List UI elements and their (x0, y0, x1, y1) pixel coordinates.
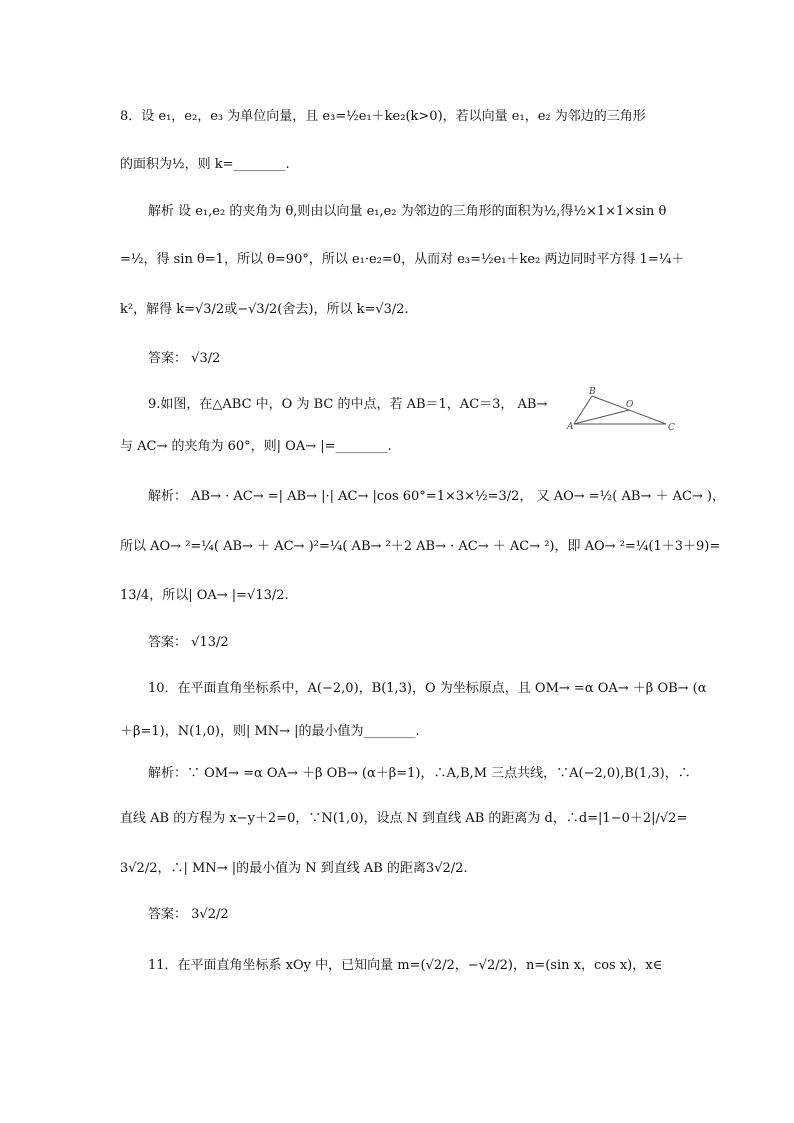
label-o: O (626, 400, 634, 410)
problem-8-stem-line-1: 8．设 e₁，e₂，e₃ 为单位向量，且 e₃=½e₁＋ke₂(k>0)，若以向量 e₁，e₂ 为邻边的三角形 (120, 109, 646, 124)
answer-label: 答案： (148, 635, 188, 650)
problem-9-solution-line-1: 解析： AB→ · AC→ =| AB→ |·| AC→ |cos 60°=1×3×½=3/2， 又 AO→ =½( AB→ ＋ AC→ )， (148, 489, 726, 504)
problem-9-stem-line-2: 与 AC→ 的夹角为 60°，则| OA→ |=________. (120, 439, 392, 454)
problem-10-solution-line-1: 解析：∵ OM→ =α OA→ ＋β OB→ (α＋β=1)，∴A,B,M 三点共线，∵A(−2,0),B(1,3)，∴ (148, 766, 691, 781)
problem-11-stem-line-1: 11．在平面直角坐标系 xOy 中，已知向量 m=(√2/2，−√2/2)，n=(sin x，cos x)，x∈ (148, 958, 663, 973)
problem-8-solution-line-2: =½，得 sin θ=1，所以 θ=90°，所以 e₁·e₂=0，从而对 e₃=½e₁＋ke₂ 两边同时平方得 1=¼＋ (120, 252, 685, 267)
problem-10-solution-line-3: 3√2/2，∴| MN→ |的最小值为 N 到直线 AB 的距离3√2/2. (120, 861, 468, 876)
problem-9-stem-line-1: 9.如图，在△ABC 中，O 为 BC 的中点，若 AB＝1，AC＝3， AB→ (148, 397, 548, 412)
answer-value: √13/2 (191, 635, 229, 650)
answer-label: 答案： (148, 351, 188, 366)
problem-9-answer (148, 634, 229, 652)
problem-10-solution-line-2: 直线 AB 的方程为 x−y＋2=0，∵N(1,0)，设点 N 到直线 AB 的距离为 d，∴d=|1−0＋2|/√2= (120, 811, 688, 826)
problem-10-answer (148, 906, 229, 924)
answer-value: 3√2/2 (191, 907, 229, 922)
problem-8-solution-line-3: k²，解得 k=√3/2或−√3/2(舍去)，所以 k=√3/2. (120, 302, 409, 317)
problem-8-stem-line-2: 的面积为½，则 k=________. (120, 157, 290, 172)
problem-10-stem-line-1: 10．在平面直角坐标系中，A(−2,0)，B(1,3)，O 为坐标原点，且 OM→ =α OA→ ＋β OB→ (α (148, 681, 707, 696)
segment-ao (574, 410, 629, 424)
label-c: C (668, 423, 675, 433)
label-a: A (567, 422, 574, 432)
triangle-abc-figure (566, 384, 684, 434)
problem-10-stem-line-2: ＋β=1)，N(1,0)，则| MN→ |的最小值为________. (120, 724, 420, 739)
answer-value: √3/2 (191, 351, 221, 366)
answer-label: 答案： (148, 907, 188, 922)
problem-8-answer (148, 350, 220, 368)
problem-9-solution-line-3: 13/4，所以| OA→ |=√13/2. (120, 588, 289, 603)
problem-8-solution-line-1: 解析 设 e₁,e₂ 的夹角为 θ,则由以向量 e₁,e₂ 为邻边的三角形的面积为½,得½×1×1×sin θ (148, 204, 667, 219)
problem-9-solution-line-2: 所以 AO→ ²=¼( AB→ ＋ AC→ )²=¼( AB→ ²＋2 AB→ · AC→ ＋ AC→ ²)，即 AO→ ²=¼(1＋3＋9)= (120, 539, 721, 554)
label-b: B (589, 387, 596, 397)
